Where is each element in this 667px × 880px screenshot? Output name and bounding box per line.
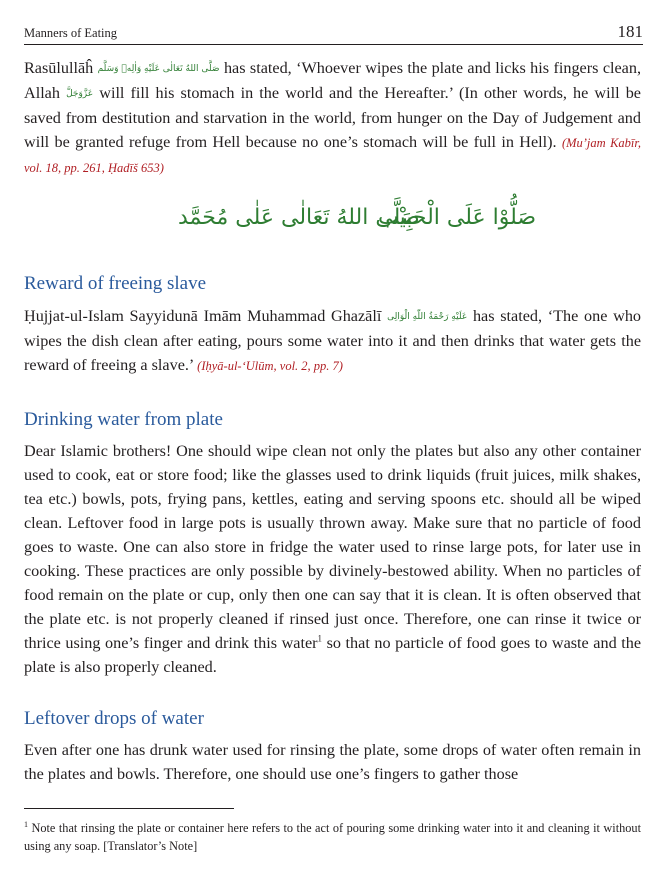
footnote-text: Note that rinsing the plate or container here refers to the act of pouring some drinking water into it and cleaning it without using any soap. [Translator’s Note] <box>24 821 641 853</box>
scholar-honorific: عَلَيْهِ رَحْمَةُ اللّٰهِ الْوَالِى <box>387 312 468 322</box>
running-title: Manners of Eating <box>24 26 118 40</box>
durood-right: صَلُّوْا عَلَى الْحَبِيْب <box>378 205 537 230</box>
paragraph-ghazali <box>24 304 641 378</box>
running-header <box>24 22 643 45</box>
heading-reward-of-freeing-slave: Reward of freeing slave <box>24 273 207 294</box>
footnote <box>24 819 641 855</box>
scholar-name: Ḥujjat-ul-Islam Sayyidunā Imām Muhammad Ghazālī <box>24 307 382 325</box>
salutation-honorific: صَلَّى اللهُ تَعَالٰى عَلَيْهِ وَاٰلِهٖ وَسَلَّم <box>97 64 220 74</box>
footnote-marker: 1 <box>317 633 323 644</box>
paragraph-leftover-drops: Even after one has drunk water used for rinsing the plate, some drops of water often remain in the plates and bowls. Therefore, one should use one’s fingers to gather those <box>24 741 641 783</box>
durood-line <box>0 205 667 249</box>
paragraph-drinking-water <box>24 439 641 679</box>
paragraph-text-end: so that no particle of food goes to waste and the plate is also properly cleaned. <box>24 634 642 676</box>
footnote-divider <box>24 808 234 809</box>
paragraph-text: has stated, ‘The one who wipes the dish clean after eating, pours some water into it and then drinks that water gets the reward of freeing a slave.’ <box>24 307 642 374</box>
reference-citation: (Mu’jam Kabīr, vol. 18, pp. 261, Ḥadīš 653) <box>24 136 641 175</box>
heading-leftover-drops: Leftover drops of water <box>24 708 204 729</box>
durood-left: صَلَّى اللهُ تَعَالٰى عَلٰى مُحَمَّد <box>178 205 420 230</box>
heading-drinking-water-from-plate: Drinking water from plate <box>24 409 223 430</box>
paragraph-text: has stated, ‘Whoever wipes the plate and licks his fingers clean, Allah <box>24 59 642 102</box>
page-number: 181 <box>617 22 643 41</box>
allah-honorific: عَزَّوَجَلَّ <box>66 89 94 99</box>
prophet-name: Rasūlullāĥ <box>24 59 94 77</box>
paragraph-text-rest: will fill his stomach in the world and the Hereafter.’ (In other words, he will be saved from destitution and starvation in the world, from hunger on the Day of Judgement and will be granted refuge from Hell because no one’s stomach will be full in Hell). <box>24 84 641 151</box>
footnote-number: 1 <box>24 819 28 829</box>
paragraph-hadith <box>24 56 641 180</box>
reference-citation: (Iḥyā-ul-‘Ulūm, vol. 2, pp. 7) <box>197 359 343 373</box>
paragraph-text: Dear Islamic brothers! One should wipe clean not only the plates but also any other container used to cook, eat or store food; like the glasses used to drink liquids (fruit juices, milk shakes, tea etc.) bowls, pots, frying pans, kettles, eating and serving spoons etc. should all be wiped clean. Leftover food in large pots is usually thrown away. Make sure that no particle of food goes to waste. One can also store in fridge the water used to rinse large pots, for later use in cooking. These practices are only possible by divinely-bestowed ability. When no particles of food remain on the plate or cup, only then one can say that it is clean. It is often observed that the plate etc. is not properly cleaned if rinsed just once. Therefore, one can rinse it twice or thrice using one’s finger and drink this water <box>24 442 641 652</box>
